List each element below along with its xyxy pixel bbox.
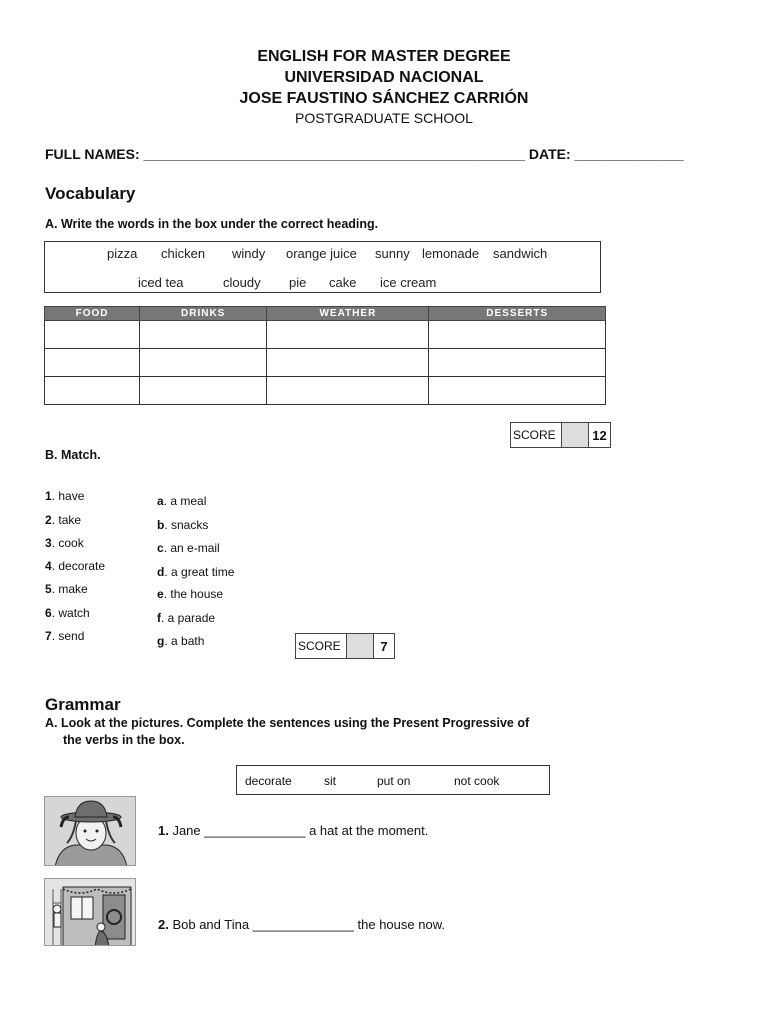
answer-cell[interactable] [45,321,140,349]
word-item: cloudy [223,275,261,290]
match-left-item: 2. take [45,513,82,527]
answer-cell[interactable] [140,321,267,349]
score-entry[interactable] [347,634,374,658]
title-line-3: JOSE FAUSTINO SÁNCHEZ CARRIÓN [239,90,529,107]
word-box [44,241,601,293]
title-line-1: ENGLISH FOR MASTER DEGREE [257,48,511,65]
score-entry[interactable] [562,423,589,447]
verb-box [236,765,550,795]
table-row [45,321,606,349]
heading-desserts: DESSERTS [429,307,606,321]
score-label: SCORE [511,423,562,447]
match-right-item: c. an e-mail [157,541,220,555]
match-right-item: b. snacks [157,518,209,532]
grammar-instruction-line-1: A. Look at the pictures. Complete the sentences using the Present Progressive of [45,716,530,730]
table-row [45,377,606,405]
match-right-item: a. a meal [157,494,207,508]
sentence-1: 1. Jane ______________ a hat at the moment. [158,823,429,838]
match-right-item: g. a bath [157,634,205,648]
word-item: sandwich [493,246,548,261]
match-right-item: f. a parade [157,611,216,625]
match-left-item: 5. make [45,582,88,596]
verb-item: sit [324,774,336,788]
match-right-item: e. the house [157,587,224,601]
match-right-item: d. a great time [157,565,235,579]
match-left-item: 4. decorate [45,559,106,573]
heading-drinks: DRINKS [140,307,267,321]
word-item: pizza [107,246,138,261]
answer-cell[interactable] [140,377,267,405]
word-item: orange juice [286,246,357,261]
word-item: cake [329,275,357,290]
vocabulary-score-box [510,422,611,448]
heading-food: FOOD [45,307,140,321]
sentence-2: 2. Bob and Tina ______________ the house now. [158,917,445,932]
verb-item: put on [377,774,411,788]
answer-cell[interactable] [267,349,429,377]
answer-cell[interactable] [45,349,140,377]
answer-cell[interactable] [267,321,429,349]
grammar-instruction-line-2: the verbs in the box. [63,733,185,747]
jane-hat-picture [44,796,136,866]
answer-cell[interactable] [140,349,267,377]
word-item: windy [232,246,266,261]
title-line-4: POSTGRADUATE SCHOOL [295,110,473,126]
answer-cell[interactable] [45,377,140,405]
title-line-2: UNIVERSIDAD NACIONAL [284,69,484,86]
word-item: lemonade [422,246,480,261]
word-item: pie [289,275,307,290]
word-item: ice cream [380,275,437,290]
verb-item: not cook [454,774,500,788]
vocabulary-instruction: A. Write the words in the box under the correct heading. [45,217,379,231]
answer-cell[interactable] [267,377,429,405]
score-total: 7 [380,638,388,654]
vocabulary-heading: Vocabulary [45,184,136,203]
full-names-date-line: FULL NAMES: _________________________________________________ DATE: ______________ [45,146,684,162]
answer-cell[interactable] [429,321,606,349]
grammar-heading: Grammar [45,695,121,714]
score-label: SCORE [296,634,347,658]
verb-item: decorate [245,774,292,788]
match-left-item: 3. cook [45,536,84,550]
answer-cell[interactable] [429,377,606,405]
answer-cell[interactable] [429,349,606,377]
match-left-item: 1. have [45,489,85,503]
table-row [45,349,606,377]
match-score-box [295,633,395,659]
word-item: chicken [161,246,206,261]
word-item: sunny [375,246,410,261]
match-left-item: 7. send [45,629,85,643]
match-heading: B. Match. [45,448,101,462]
heading-weather: WEATHER [267,307,429,321]
house-decorating-picture [44,878,136,946]
word-item: iced tea [138,275,184,290]
score-total: 12 [592,427,607,443]
match-left-item: 6. watch [45,606,90,620]
category-table [44,306,606,405]
